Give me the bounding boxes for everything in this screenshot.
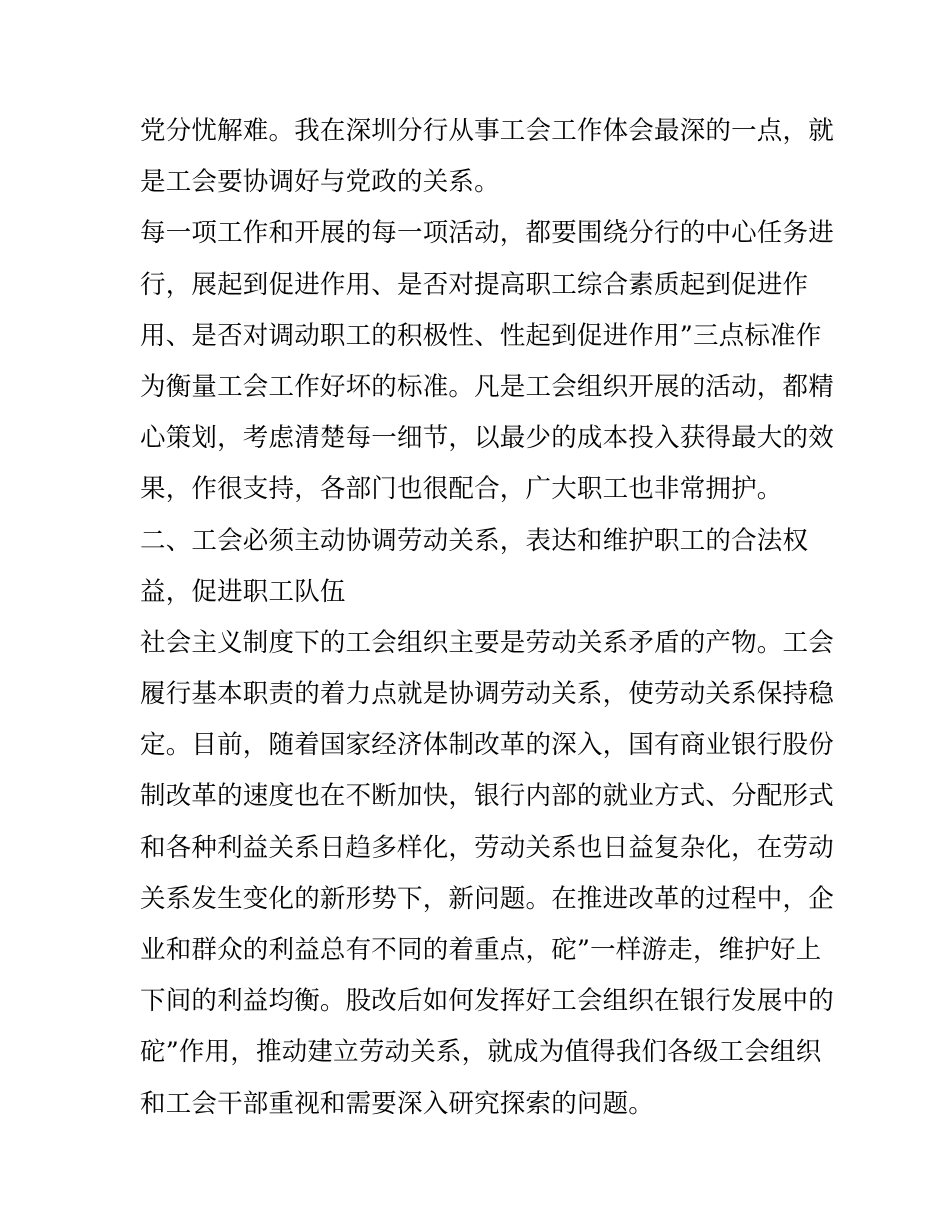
text-line: 履行基本职责的着力点就是协调劳动关系，使劳动关系保持稳	[140, 679, 834, 710]
text-line: 砣”作用，推动建立劳动关系，就成为值得我们各级工会组织	[140, 1037, 822, 1068]
document-body	[140, 106, 834, 1130]
text-line: 关系发生变化的新形势下，新问题。在推进改革的过程中，企	[140, 883, 834, 914]
text-line: 用、是否对调动职工的积极性、性起到促进作用”三点标准作	[140, 320, 822, 351]
text-line: 和工会干部重视和需要深入研究探索的问题。	[140, 1088, 655, 1119]
section-heading-line: 益，促进职工队伍	[140, 576, 346, 607]
text-line: 党分忧解难。我在深圳分行从事工会工作体会最深的一点，就	[140, 116, 834, 146]
text-line: 是工会要协调好与党政的关系。	[140, 167, 500, 198]
text-line: 业和群众的利益总有不同的着重点，砣”一样游走，维护好上	[140, 935, 822, 965]
text-line: 行，展起到促进作用、是否对提高职工综合素质起到促进作	[140, 269, 809, 300]
text-line: 每一项工作和开展的每一项活动，都要围绕分行的中心任务进	[140, 218, 834, 249]
text-line: 果，作很支持，各部门也很配合，广大职工也非常拥护。	[140, 474, 783, 505]
text-line: 社会主义制度下的工会组织主要是劳动关系矛盾的产物。工会	[140, 627, 834, 658]
text-line: 制改革的速度也在不断加快，银行内部的就业方式、分配形式	[140, 781, 834, 812]
text-line: 心策划，考虑清楚每一细节，以最少的成本投入获得最大的效	[140, 423, 834, 454]
text-line: 为衡量工会工作好坏的标准。凡是工会组织开展的活动，都精	[140, 371, 834, 402]
text-line: 定。目前，随着国家经济体制改革的深入，国有商业银行股份	[140, 730, 834, 761]
text-line: 和各种利益关系日趋多样化，劳动关系也日益复杂化，在劳动	[140, 832, 834, 863]
section-heading-line: 二、工会必须主动协调劳动关系，表达和维护职工的合法权	[140, 525, 809, 556]
text-line: 下间的利益均衡。股改后如何发挥好工会组织在银行发展中的	[140, 986, 834, 1017]
